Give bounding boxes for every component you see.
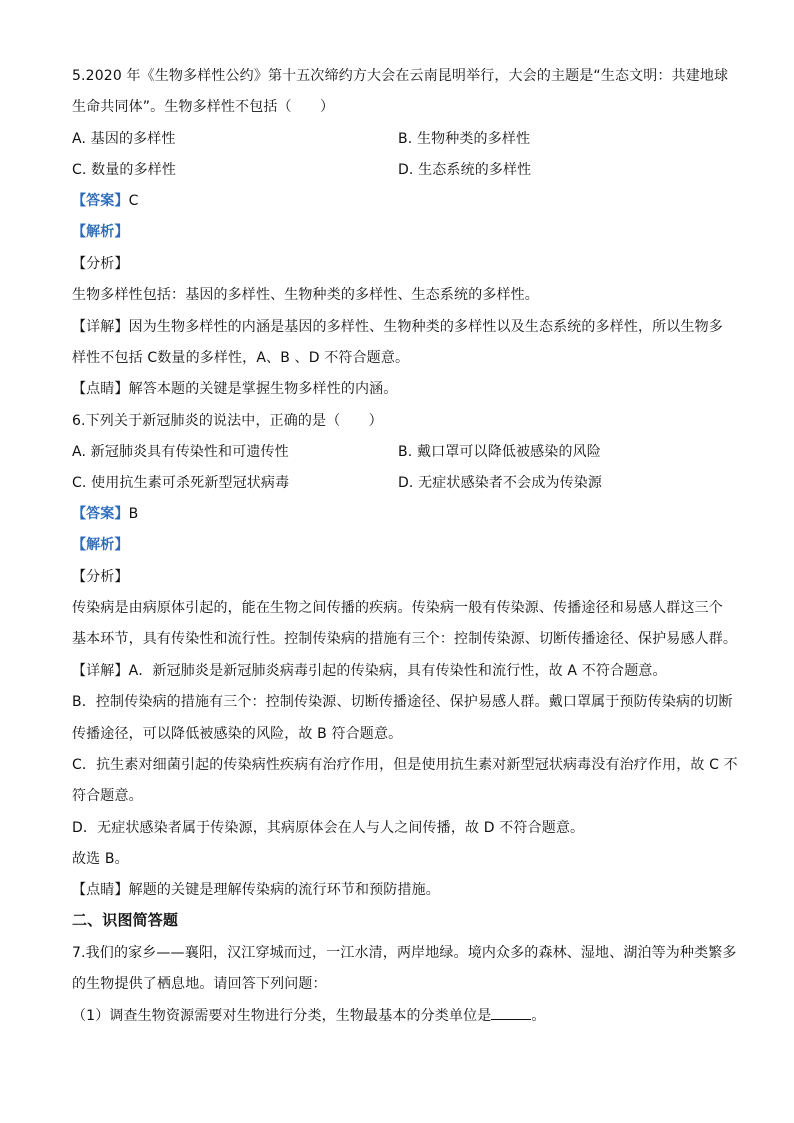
q6-answer xyxy=(72,504,138,524)
q5-detail-line2: 样性不包括 C数量的多样性，A、B 、D 不符合题意。 xyxy=(72,350,410,366)
q6-detail-b-line1: B．控制传染病的措施有三个：控制传染源、切断传播途径、保护易感人群。戴口罩属于预防传染病的切断 xyxy=(72,694,733,710)
q6-option-b: B. 戴口罩可以降低被感染的风险 xyxy=(398,444,601,460)
q6-analysis-line1: 传染病是由病原体引起的，能在生物之间传播的疾病。传染病一般有传染源、传播途径和易感人群这三个 xyxy=(72,600,723,616)
answer-tag: 【答案】 xyxy=(72,193,129,209)
q5-option-d: D. 生态系统的多样性 xyxy=(398,162,532,178)
answer-tag: 【答案】 xyxy=(72,506,129,522)
subquestion-end: 。 xyxy=(531,1008,546,1024)
q7-stem-line2: 的生物提供了栖息地。请回答下列问题： xyxy=(72,976,327,992)
section-heading: 二、识图简答题 xyxy=(72,911,179,929)
q5-detail-line1 xyxy=(72,317,723,337)
q6-detail-c-line2: 符合题意。 xyxy=(72,788,143,804)
q6-detail-d: D．无症状感染者属于传染源，其病原体会在人与人之间传播，故 D 不符合题意。 xyxy=(72,820,585,836)
q5-fenxi-tag: 【分析】 xyxy=(72,256,129,272)
q5-options-row2 xyxy=(72,160,724,180)
comment-text: 解题的关键是理解传染病的流行环节和预防措施。 xyxy=(128,882,440,898)
q7-subquestion-1 xyxy=(72,1005,546,1026)
comment-tag: 【点睛】 xyxy=(72,381,129,397)
q7-stem-line1: 7.我们的家乡——襄阳，汉江穿城而过，一江水清，两岸地绿。境内众多的森林、湿地、湖泊等为种类繁多 xyxy=(72,945,737,961)
q6-detail-c-line1: C．抗生素对细菌引起的传染病性疾病有治疗作用，但是使用抗生素对新型冠状病毒没有治疗作用，故 C 不 xyxy=(72,757,738,773)
q6-jiexi-tag: 【解析】 xyxy=(72,537,129,553)
q6-option-d: D. 无症状感染者不会成为传染源 xyxy=(398,475,603,491)
q5-option-a: A. 基因的多样性 xyxy=(72,131,176,147)
q5-options-row1 xyxy=(72,129,724,149)
q5-stem-line1: 5.2020 年《生物多样性公约》第十五次缔约方大会在云南昆明举行，大会的主题是“生态文明：共建地球 xyxy=(72,68,729,84)
comment-text: 解答本题的关键是掌握生物多样性的内涵。 xyxy=(128,381,398,397)
q6-choose: 故选 B。 xyxy=(72,851,129,867)
q6-options-row1 xyxy=(72,442,724,462)
q5-answer xyxy=(72,191,139,211)
detail-text: A．新冠肺炎是新冠肺炎病毒引起的传染病，具有传染性和流行性，故 A 不符合题意。 xyxy=(128,663,667,679)
detail-text: 因为生物多样性的内涵是基因的多样性、生物种类的多样性以及生态系统的多样性，所以生物多 xyxy=(128,319,723,335)
comment-tag: 【点睛】 xyxy=(72,882,129,898)
q6-detail-a xyxy=(72,661,667,681)
detail-tag: 【详解】 xyxy=(72,663,129,679)
q5-option-b: B. 生物种类的多样性 xyxy=(398,131,531,147)
q6-stem: 6.下列关于新冠肺炎的说法中，正确的是（ ） xyxy=(72,413,383,429)
q6-fenxi-tag: 【分析】 xyxy=(72,569,129,585)
answer-blank[interactable] xyxy=(491,1005,531,1020)
q6-analysis-line2: 基本环节，具有传染性和流行性。控制传染病的措施有三个：控制传染源、切断传播途径、保护易感人群。 xyxy=(72,631,738,647)
q5-comment xyxy=(72,379,397,399)
q5-jiexi-tag: 【解析】 xyxy=(72,224,129,240)
answer-value: C xyxy=(128,193,139,209)
subquestion-text: （1）调查生物资源需要对生物进行分类，生物最基本的分类单位是 xyxy=(72,1008,492,1024)
q6-options-row2 xyxy=(72,473,724,493)
q6-comment xyxy=(72,880,440,900)
q5-option-c: C. 数量的多样性 xyxy=(72,162,177,178)
q5-analysis: 生物多样性包括：基因的多样性、生物种类的多样性、生态系统的多样性。 xyxy=(72,287,539,303)
detail-tag: 【详解】 xyxy=(72,319,129,335)
q6-detail-b-line2: 传播途径，可以降低被感染的风险，故 B 符合题意。 xyxy=(72,726,403,742)
q6-option-a: A. 新冠肺炎具有传染性和可遗传性 xyxy=(72,444,289,460)
q6-option-c: C. 使用抗生素可杀死新型冠状病毒 xyxy=(72,475,290,491)
answer-value: B xyxy=(128,506,139,522)
q5-stem-line2: 生命共同体”。生物多样性不包括（ ） xyxy=(72,99,335,115)
